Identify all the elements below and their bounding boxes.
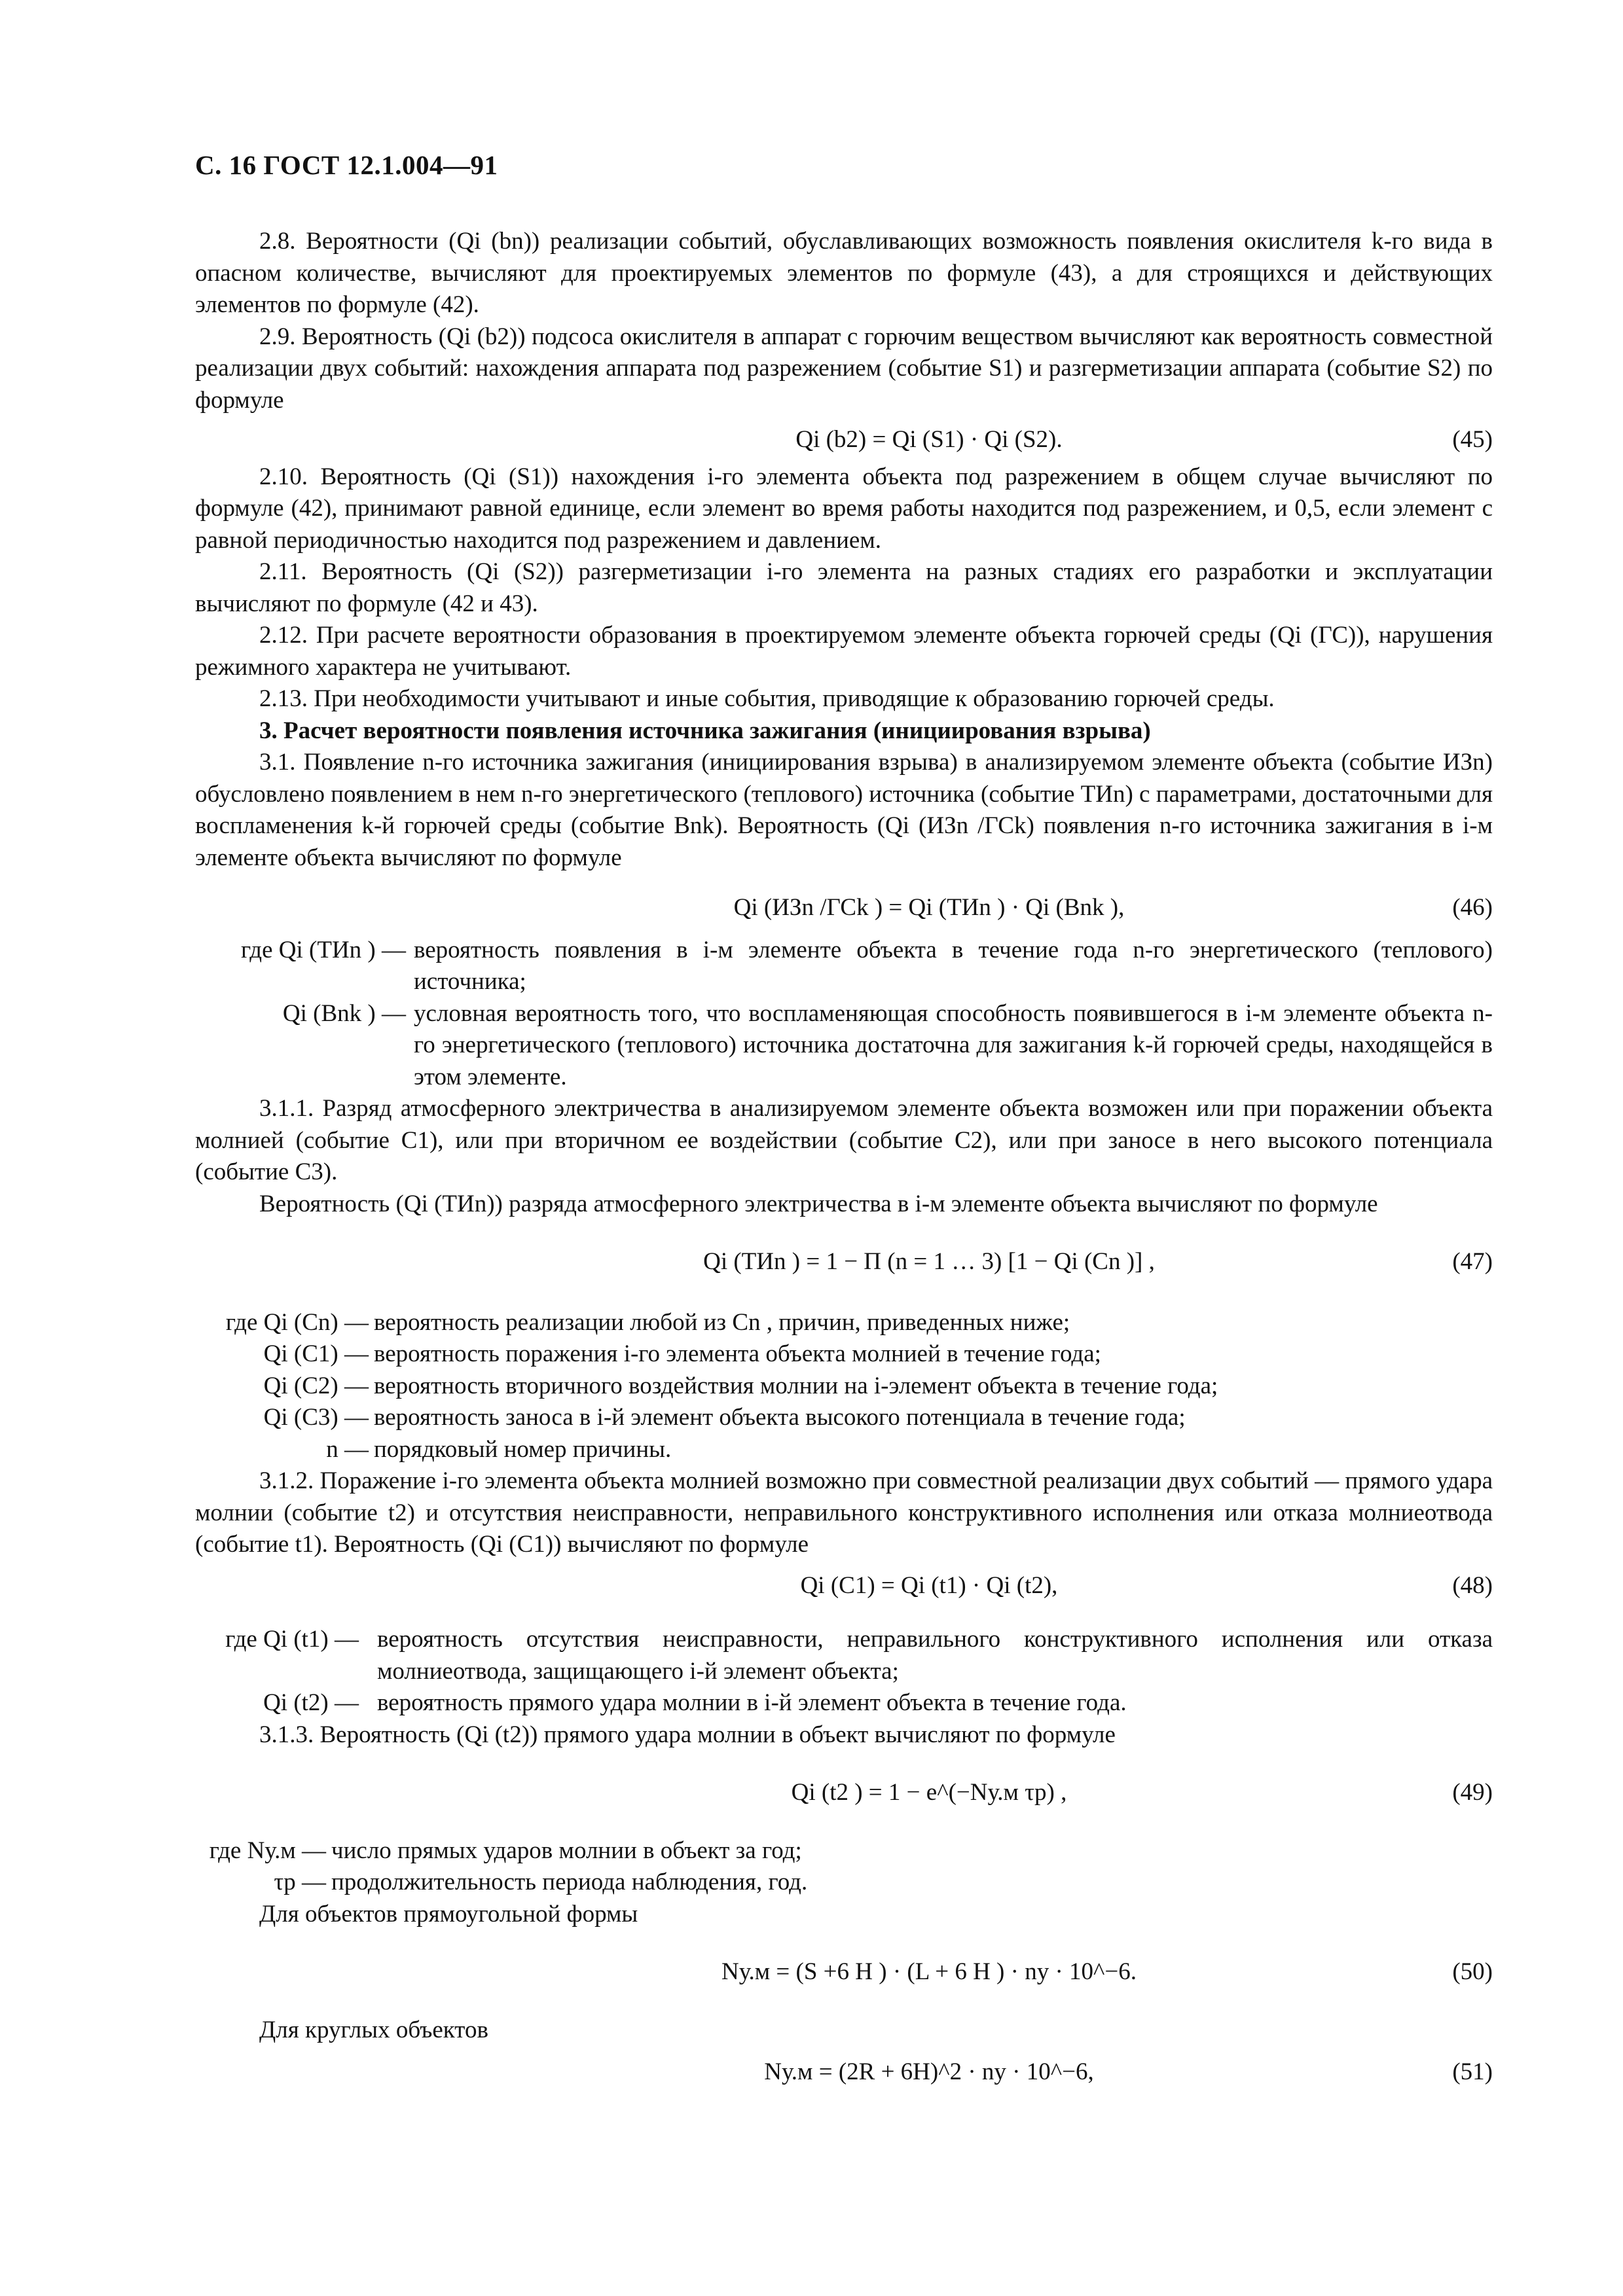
formula-51-number: (51) bbox=[1452, 2058, 1493, 2085]
formula-50-expression: Nу.м = (S +6 H ) · (L + 6 H ) · nу · 10^−6. bbox=[721, 1958, 1137, 1985]
paragraph-2-11: 2.11. Вероятность (Qi (S2)) разгерметизации i-го элемента на разных стадиях его разработки и эксплуатации вычисляют по формуле (42 и 43). bbox=[195, 558, 1493, 617]
definition-q-c1 bbox=[195, 1338, 1493, 1371]
paragraph-round-objects: Для круглых объектов bbox=[259, 2016, 488, 2043]
formula-45 bbox=[195, 424, 1493, 456]
definition-text: условная вероятность того, что воспламеняющая способность появившегося в i-м элементе объекта n-го энергетического (теплового) источника достаточна для зажигания k-й горючей среды, находящейся в этом элементе. bbox=[414, 999, 1493, 1090]
definition-label: Qi (Bnk ) — bbox=[282, 999, 406, 1027]
definition-text: вероятность вторичного воздействия молнии на i-элемент объекта в течение года; bbox=[374, 1372, 1218, 1399]
definition-label: где Qi (Cn) — bbox=[225, 1308, 369, 1336]
formula-49-expression: Qi (t2 ) = 1 − e^(−Nу.м τр) , bbox=[791, 1779, 1067, 1806]
document-body bbox=[195, 226, 1493, 2089]
paragraph-3-1: 3.1. Появление n-го источника зажигания (инициирования взрыва) в анализируемом элементе объекта (событие ИЗn) обусловлено появлением в нем n-го энергетического (теплового) источника (событие ТИn) с параметрами, достаточными для воспламенения k-й горючей среды (событие Bnk). Вероятность (Qi (ИЗn /ГСk) появления n-го источника зажигания в i-м элементе объекта вычисляют по формуле bbox=[195, 749, 1493, 871]
paragraph-3-1-3: 3.1.3. Вероятность (Qi (t2)) прямого удара молнии в объект вычисляют по формуле bbox=[259, 1721, 1116, 1748]
definition-text: вероятность заноса в i-й элемент объекта высокого потенциала в течение года; bbox=[374, 1404, 1186, 1431]
definition-n-um bbox=[195, 1835, 1493, 1867]
definition-n bbox=[195, 1434, 1493, 1466]
definition-label: Qi (C3) — bbox=[263, 1404, 369, 1431]
formula-48-expression: Qi (C1) = Qi (t1) · Qi (t2), bbox=[800, 1571, 1058, 1599]
definition-label: Qi (C2) — bbox=[263, 1372, 369, 1399]
formula-47-number: (47) bbox=[1452, 1248, 1493, 1275]
definition-q-t1 bbox=[195, 1624, 1493, 1687]
paragraph-probability-ti: Вероятность (Qi (ТИn)) разряда атмосферного электричества в i-м элементе объекта вычисляют по формуле bbox=[259, 1190, 1378, 1217]
paragraph-3-1-2: 3.1.2. Поражение i-го элемента объекта молнией возможно при совместной реализации двух событий — прямого удара молнии (событие t2) и отсутствия неисправности, неправильного конструктивного исполнения или отказа молниеотвода (событие t1). Вероятность (Qi (C1)) вычисляют по формуле bbox=[195, 1467, 1493, 1558]
paragraph-2-13: 2.13. При необходимости учитывают и иные события, приводящие к образованию горючей среды. bbox=[259, 685, 1275, 712]
formula-48-number: (48) bbox=[1452, 1571, 1493, 1599]
definition-q-c2 bbox=[195, 1371, 1493, 1403]
definition-text: продолжительность периода наблюдения, год. bbox=[331, 1869, 808, 1895]
formula-46-number: (46) bbox=[1452, 894, 1493, 921]
formula-45-number: (45) bbox=[1452, 426, 1493, 453]
page-header: С. 16 ГОСТ 12.1.004—91 bbox=[195, 150, 498, 180]
definition-text: вероятность прямого удара молнии в i-й элемент объекта в течение года. bbox=[377, 1689, 1127, 1716]
definition-label: Qi (C1) — bbox=[263, 1340, 369, 1367]
formula-48 bbox=[195, 1570, 1493, 1602]
definition-text: порядковый номер причины. bbox=[374, 1435, 672, 1463]
definition-tau bbox=[195, 1867, 1493, 1899]
paragraph-rectangular-objects: Для объектов прямоугольной формы bbox=[259, 1900, 638, 1928]
formula-47-expression: Qi (ТИn ) = 1 − Π (n = 1 … 3) [1 − Qi (Cn )] , bbox=[703, 1248, 1155, 1275]
definition-text: вероятность реализации любой из Cn , причин, приведенных ниже; bbox=[374, 1308, 1070, 1336]
definition-text: вероятность отсутствия неисправности, неправильного конструктивного исполнения или отказа молниеотвода, защищающего i-й элемент объекта; bbox=[377, 1626, 1493, 1685]
paragraph-2-8: 2.8. Вероятности (Qi (bn)) реализации событий, обуславливающих возможность появления окислителя k-го вида в опасном количестве, вычисляют для проектируемых элементов по формуле (43), а для строящихся и действующих элементов по формуле (42). bbox=[195, 228, 1493, 318]
definition-label: Qi (t2) — bbox=[263, 1689, 359, 1716]
section-3-heading: 3. Расчет вероятности появления источника зажигания (инициирования взрыва) bbox=[259, 717, 1151, 744]
formula-47 bbox=[195, 1246, 1493, 1278]
formula-45-expression: Qi (b2) = Qi (S1) · Qi (S2). bbox=[795, 426, 1063, 453]
definition-q-t2 bbox=[195, 1687, 1493, 1719]
definition-q-ti bbox=[195, 935, 1493, 998]
paragraph-3-1-1: 3.1.1. Разряд атмосферного электричества в анализируемом элементе объекта возможен или при поражении объекта молнией (событие C1), или при вторичном ее воздействии (событие C2), или при заносе в него высокого потенциала (событие C3). bbox=[195, 1095, 1493, 1185]
formula-50 bbox=[195, 1956, 1493, 1988]
formula-46 bbox=[195, 892, 1493, 924]
definition-q-cn bbox=[195, 1307, 1493, 1339]
definition-label: τр — bbox=[274, 1869, 326, 1895]
formula-51 bbox=[195, 2056, 1493, 2089]
definition-label: где Qi (t1) — bbox=[225, 1626, 359, 1653]
definition-label: n — bbox=[326, 1435, 369, 1463]
definition-label: где Nу.м — bbox=[209, 1837, 326, 1864]
definition-text: вероятность поражения i-го элемента объекта молнией в течение года; bbox=[374, 1340, 1101, 1367]
formula-51-expression: Nу.м = (2R + 6H)^2 · nу · 10^−6, bbox=[764, 2058, 1094, 2085]
paragraph-2-9: 2.9. Вероятность (Qi (b2)) подсоса окислителя в аппарат с горючим веществом вычисляют как вероятность совместной реализации двух событий: нахождения аппарата под разрежением (событие S1) и разгерметизации аппарата (событие S2) по формуле bbox=[195, 323, 1493, 414]
formula-46-expression: Qi (ИЗn /ГСk ) = Qi (ТИn ) · Qi (Bnk ), bbox=[733, 894, 1125, 921]
definition-q-c3 bbox=[195, 1402, 1493, 1434]
formula-49 bbox=[195, 1777, 1493, 1809]
formula-49-number: (49) bbox=[1452, 1779, 1493, 1806]
definition-text: вероятность появления в i-м элементе объекта в течение года n-го энергетического (теплового) источника; bbox=[414, 936, 1493, 995]
definition-q-bnk bbox=[195, 998, 1493, 1094]
definition-text: число прямых ударов молнии в объект за год; bbox=[331, 1837, 802, 1864]
formula-50-number: (50) bbox=[1452, 1958, 1493, 1985]
paragraph-2-10: 2.10. Вероятность (Qi (S1)) нахождения i-го элемента объекта под разрежением в общем случае вычисляют по формуле (42), принимают равной единице, если элемент во время работы находится под разрежением, и 0,5, если элемент с равной периодичностью находится под разрежением и давлением. bbox=[195, 463, 1493, 554]
paragraph-2-12: 2.12. При расчете вероятности образования в проектируемом элементе объекта горючей среды (Qi (ГС)), нарушения режимного характера не учитывают. bbox=[195, 622, 1493, 681]
definition-label: где Qi (ТИn ) — bbox=[240, 936, 406, 963]
